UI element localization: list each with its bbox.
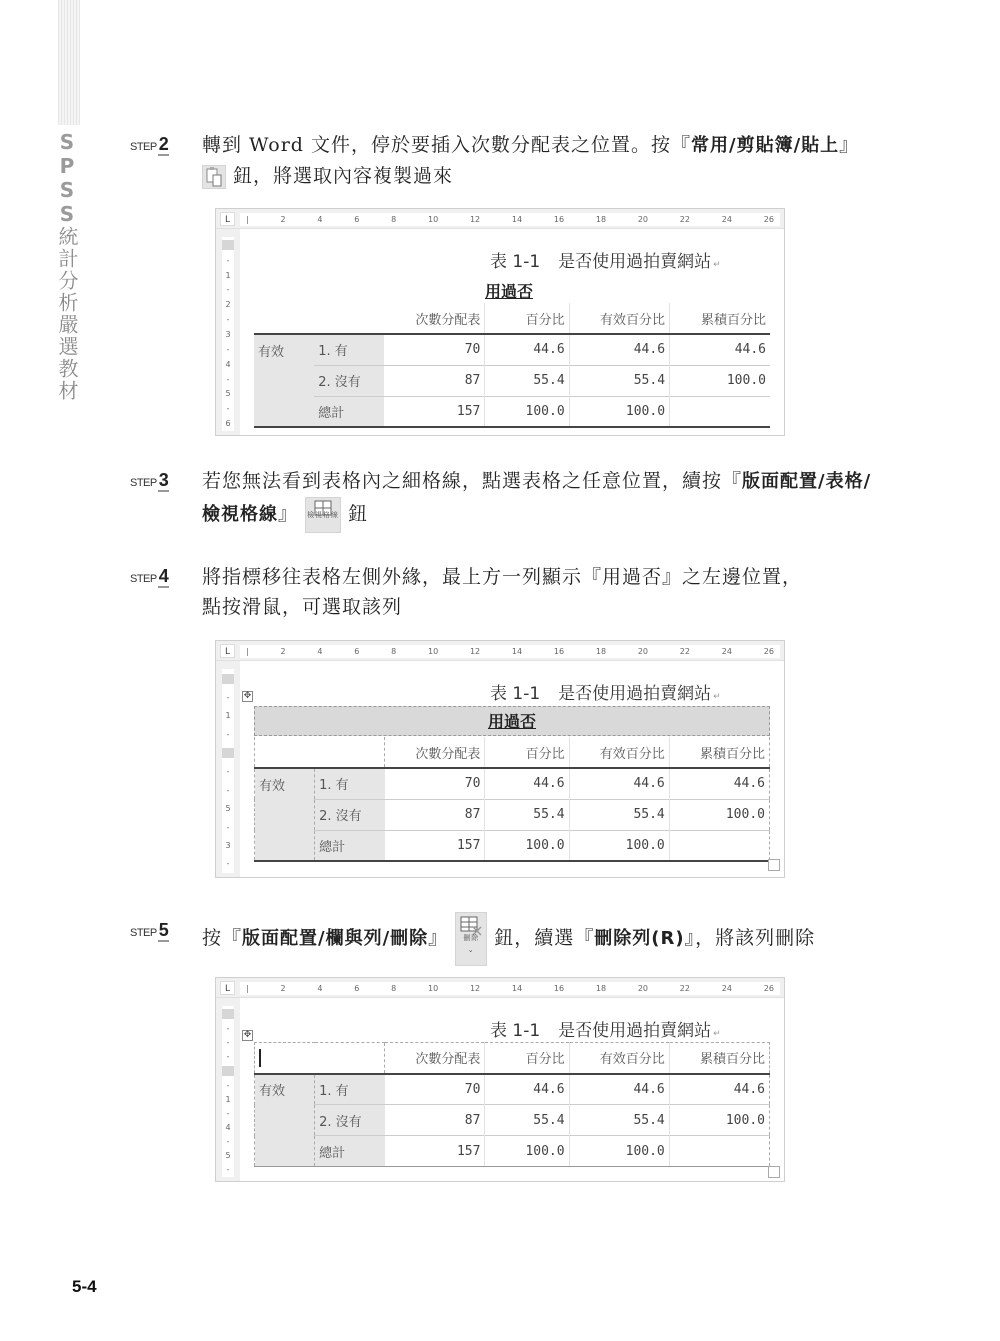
frequency-table	[254, 303, 770, 428]
table-resize-handle[interactable]	[768, 859, 780, 871]
book-side-title	[56, 130, 82, 402]
frequency-table	[254, 737, 770, 862]
step-label: STEP 5	[130, 920, 169, 940]
table-title: 表 1-1 是否使用過拍賣網站 ↵	[490, 1021, 721, 1041]
table-resize-handle[interactable]	[768, 1166, 780, 1178]
horizontal-ruler: L | 2 4 6 8 10 12 14 16 18 20 22 24 26	[216, 978, 784, 998]
vertical-ruler: - 1 - - - 5 - 3 -	[216, 661, 240, 877]
table-move-handle[interactable]: ✥	[243, 691, 252, 701]
word-screenshot-3	[215, 977, 785, 1182]
selected-caption-row[interactable]: 用過否	[254, 706, 770, 736]
table-title: 表 1-1 是否使用過拍賣網站 ↵	[490, 684, 721, 704]
step-label: STEP 3	[130, 470, 169, 490]
frequency-table	[254, 1042, 770, 1167]
table-row: 2. 沒有 87 55.4 55.4 100.0	[254, 365, 770, 396]
step-2	[130, 130, 890, 191]
word-screenshot-1	[215, 208, 785, 436]
step-3-text: 若您無法看到表格內之細格線，點選表格之任意位置，續按『版面配置/表格/檢視格線』 檢視格線 鈕	[202, 466, 890, 533]
table-row: 2. 沒有 87 55.4 55.4 100.0	[255, 1105, 770, 1136]
step-3	[130, 466, 890, 533]
horizontal-ruler: L | 2 4 6 8 10 12 14 16 18 20 22 24 26	[216, 209, 784, 229]
table-caption: 用過否	[485, 282, 534, 301]
text-cursor	[259, 1049, 261, 1067]
paste-icon	[202, 165, 226, 189]
table-header-row: 次數分配表 百分比 有效百分比 累積百分比	[255, 737, 770, 768]
table-row: 總計 157 100.0 100.0	[255, 1136, 770, 1167]
word-screenshot-2	[215, 640, 785, 878]
step-2-text: 轉到 Word 文件，停於要插入次數分配表之位置。按『常用/剪貼簿/貼上』 鈕，將選取內容複製過來	[202, 134, 860, 187]
table-row: 有效 1. 有 70 44.6 44.6 44.6	[254, 334, 770, 365]
step-label: STEP 2	[130, 134, 169, 154]
table-row: 有效 1. 有 70 44.6 44.6 44.6	[255, 1074, 770, 1105]
view-gridlines-icon: 檢視格線	[305, 497, 341, 533]
side-title-en: SPSS	[55, 130, 79, 226]
vertical-ruler: - - - - 1 - 4 - 5 -	[216, 998, 240, 1181]
step-5-text: 按『版面配置/欄與列/刪除』 刪除 ⌄ 鈕，續選『刪除列(R)』，將該列刪除	[202, 912, 890, 966]
table-move-handle[interactable]: ✥	[243, 1030, 252, 1040]
horizontal-ruler: L | 2 4 6 8 10 12 14 16 18 20 22 24 26	[216, 641, 784, 661]
step-5	[130, 912, 890, 966]
vertical-ruler: - 1 - 2 - 3 - 4 - 5 - 6	[216, 229, 240, 435]
table-row: 2. 沒有 87 55.4 55.4 100.0	[255, 799, 770, 830]
table-title: 表 1-1 是否使用過拍賣網站 ↵	[490, 252, 721, 272]
step-4	[130, 562, 890, 622]
side-title-zh: 統計分析嚴選教材	[55, 226, 79, 402]
delete-table-icon: 刪除 ⌄	[455, 912, 487, 966]
table-row: 總計 157 100.0 100.0	[254, 396, 770, 427]
table-header-row: 次數分配表 百分比 有效百分比 累積百分比	[255, 1043, 770, 1074]
table-header-row: 次數分配表 百分比 有效百分比 累積百分比	[254, 303, 770, 334]
page-number: 5-4	[72, 1277, 97, 1296]
step-4-text: 將指標移往表格左側外緣，最上方一列顯示『用過否』之左邊位置， 點按滑鼠，可選取該列	[202, 566, 803, 618]
side-decoration-strip	[58, 0, 80, 125]
table-row: 有效 1. 有 70 44.6 44.6 44.6	[255, 768, 770, 799]
table-row: 總計 157 100.0 100.0	[255, 830, 770, 861]
step-label: STEP 4	[130, 566, 169, 586]
